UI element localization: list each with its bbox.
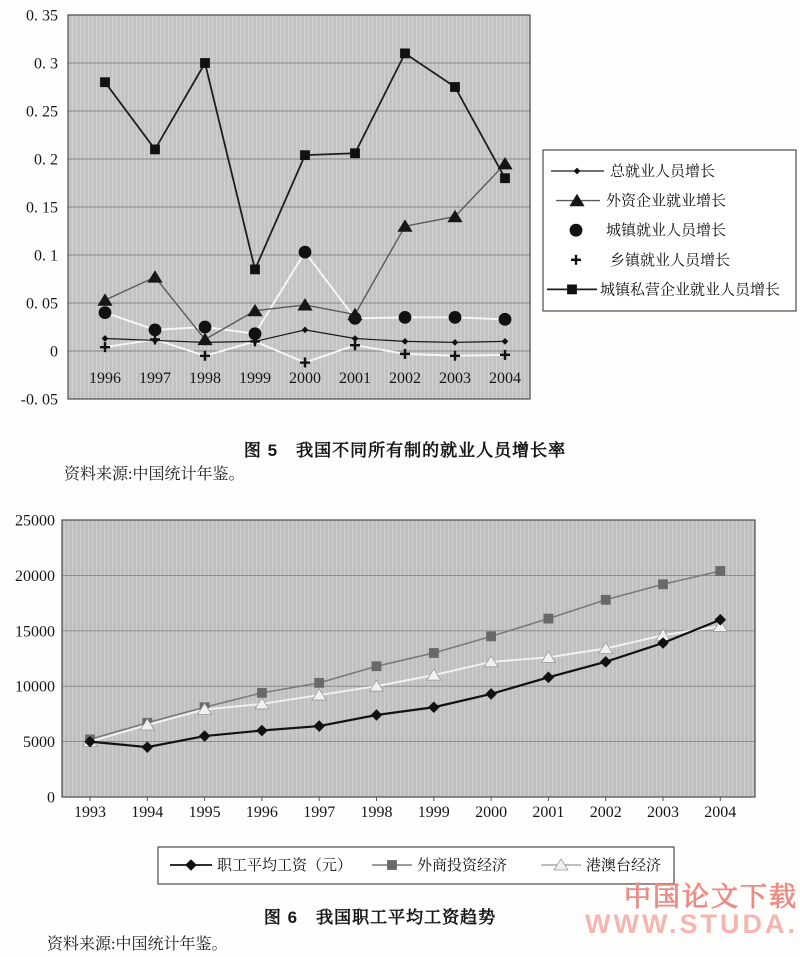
data-point bbox=[99, 306, 112, 319]
data-point bbox=[715, 566, 725, 576]
y-tick-label: 5000 bbox=[23, 734, 55, 752]
y-tick-label: 15000 bbox=[15, 623, 55, 641]
data-point bbox=[567, 285, 577, 295]
y-axis-labels bbox=[21, 8, 58, 409]
x-axis-labels bbox=[89, 370, 521, 387]
y-tick-label: 0 bbox=[47, 789, 55, 807]
y-axis-labels bbox=[15, 513, 55, 807]
data-point bbox=[314, 678, 324, 688]
figure5-caption: 图 5 我国不同所有制的就业人员增长率 bbox=[243, 441, 567, 460]
x-tick-label: 1998 bbox=[360, 804, 393, 821]
x-tick-label: 2004 bbox=[704, 804, 737, 821]
data-point bbox=[429, 648, 439, 658]
data-point bbox=[387, 860, 397, 870]
figure6-chart bbox=[0, 500, 800, 900]
figure6-source: 资料来源:中国统计年鉴。 bbox=[47, 936, 228, 953]
data-point bbox=[300, 150, 310, 160]
data-point bbox=[149, 323, 162, 336]
legend-label: 外商投资经济 bbox=[417, 857, 508, 874]
data-point bbox=[486, 631, 496, 641]
x-tick-label: 2001 bbox=[339, 370, 371, 387]
data-point bbox=[250, 265, 260, 275]
y-tick-label: 0. 15 bbox=[26, 199, 58, 217]
x-tick-label: 1994 bbox=[131, 804, 164, 821]
x-tick-label: 2003 bbox=[439, 370, 471, 387]
data-point bbox=[570, 224, 583, 237]
legend-label: 外资企业就业增长 bbox=[606, 192, 727, 210]
legend-label: 城镇就业人员增长 bbox=[606, 222, 727, 240]
data-point bbox=[372, 661, 382, 671]
x-tick-label: 2002 bbox=[389, 370, 421, 387]
legend bbox=[158, 847, 674, 884]
x-tick-label: 2000 bbox=[475, 804, 508, 821]
figure5-source: 资料来源:中国统计年鉴。 bbox=[64, 466, 245, 483]
x-tick-label: 1993 bbox=[74, 804, 106, 821]
watermark-line1: 中国论文下载 bbox=[624, 882, 798, 912]
data-point bbox=[400, 49, 410, 59]
x-tick-label: 1998 bbox=[189, 370, 221, 387]
legend bbox=[543, 150, 796, 311]
legend-label: 职工平均工资（元） bbox=[217, 857, 353, 874]
y-tick-label: 0. 05 bbox=[26, 295, 58, 313]
data-point bbox=[450, 82, 460, 92]
data-point bbox=[399, 311, 412, 324]
y-tick-label: 0. 25 bbox=[26, 103, 58, 121]
data-point bbox=[257, 688, 267, 698]
x-tick-label: 1999 bbox=[239, 370, 271, 387]
y-tick-label: 20000 bbox=[15, 567, 55, 585]
data-point bbox=[544, 614, 554, 624]
data-point bbox=[499, 313, 512, 326]
y-tick-label: 0. 3 bbox=[34, 55, 58, 73]
y-tick-label: 0 bbox=[50, 343, 58, 361]
legend-label: 城镇私营企业就业人员增长 bbox=[600, 281, 781, 299]
figure6-caption: 图 6 我国职工平均工资趋势 bbox=[263, 908, 497, 927]
data-point bbox=[601, 595, 611, 605]
data-point bbox=[199, 321, 212, 334]
figure5-chart bbox=[0, 0, 800, 430]
x-tick-label: 2002 bbox=[589, 804, 622, 821]
legend-label: 港澳台经济 bbox=[586, 857, 662, 874]
x-tick-label: 2001 bbox=[532, 804, 565, 821]
data-point bbox=[658, 579, 668, 589]
data-point bbox=[299, 246, 312, 259]
y-tick-label: 25000 bbox=[15, 512, 55, 530]
x-axis-labels bbox=[74, 797, 736, 821]
watermark-line2: WWW.STUDA. bbox=[585, 909, 798, 939]
data-point bbox=[150, 145, 160, 155]
legend-label: 总就业人员增长 bbox=[610, 163, 716, 180]
y-tick-label: 0. 1 bbox=[34, 247, 58, 265]
x-tick-label: 2000 bbox=[289, 370, 321, 387]
x-tick-label: 1996 bbox=[89, 370, 121, 387]
x-tick-label: 1997 bbox=[139, 370, 171, 387]
y-tick-label: 0. 35 bbox=[26, 7, 58, 25]
x-tick-label: 2003 bbox=[647, 804, 679, 821]
y-tick-label: 0. 2 bbox=[34, 151, 58, 169]
x-tick-label: 1997 bbox=[303, 804, 336, 821]
x-tick-label: 1995 bbox=[188, 804, 221, 821]
y-tick-label: 10000 bbox=[15, 678, 55, 696]
data-point bbox=[200, 58, 210, 68]
data-point bbox=[100, 77, 110, 87]
x-tick-label: 1996 bbox=[245, 804, 278, 821]
legend-label: 乡镇就业人员增长 bbox=[610, 251, 731, 269]
data-point bbox=[350, 148, 360, 158]
data-point bbox=[449, 311, 462, 324]
x-tick-label: 1999 bbox=[417, 804, 450, 821]
x-tick-label: 2004 bbox=[489, 370, 521, 387]
data-point bbox=[500, 173, 510, 183]
y-tick-label: -0. 05 bbox=[20, 391, 58, 409]
